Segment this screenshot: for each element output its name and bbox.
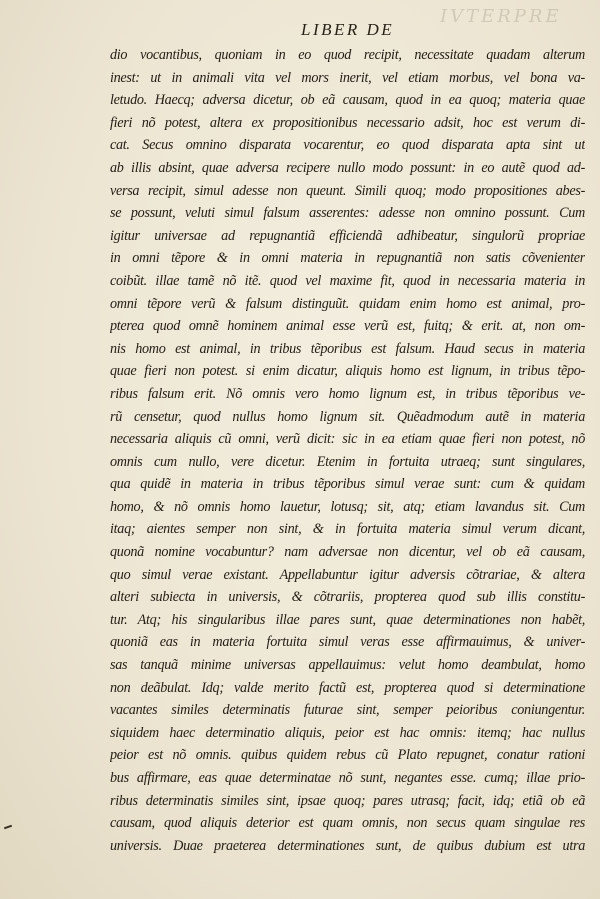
text-line: dio vocantibus, quoniam in eo quod recipit, necessitate quadam alterum (110, 47, 585, 63)
text-line: vacantes similes determinatis futurae sint, semper peioribus coniungentur. (110, 702, 585, 719)
text-line: homo, & nõ omnis homo lauetur, lotusq; sit, atq; etiam lavandus sit. Cum (110, 498, 585, 515)
text-line: versa recipit, simul adesse non queunt. Simili quoq; modo propositiones abes- (110, 182, 585, 199)
text-line: quonã nomine vocabuntur? nam adversae non dicentur, vel ob eã causam, (110, 544, 585, 561)
text-line: in omni tẽpore & in omni materia in repugnantiã non satis cõvenienter (110, 250, 585, 267)
text-line: inest: ut in animali vita vel mors inerit, vel etiam morbus, vel bona va- (110, 69, 585, 86)
body-text (110, 44, 585, 857)
text-line: letudo. Haecq; adversa dicetur, ob eã causam, quod in ea quoq; materia quae (110, 92, 585, 109)
text-line: quoniã eas in materia fortuita simul veras esse affirmauimus, & univer- (110, 634, 585, 651)
text-line: pterea quod omnẽ hominem animal esse verũ est, fuitq; & erit. at, non om- (110, 318, 585, 335)
text-line: peior est nõ omnis. quibus quidem rebus cũ Plato repugnet, conatur rationi (110, 747, 585, 764)
text-line: siquidem haec determinatio aliquis, peior est hac omnis: itemq; hac nullus (110, 724, 585, 741)
text-line: sas tanquã minime universas appellauimus: velut homo deambulat, homo (110, 657, 585, 674)
text-line: causam, quod aliquis deterior est quam omnis, non secus quam singulae res (110, 815, 585, 832)
text-line: alteri subiecta in universis, & cõtrariis, propterea quod sub illis constitu- (110, 589, 585, 606)
text-line: fieri nõ potest, altera ex propositionibus necessario adsit, hoc est verum di- (110, 114, 585, 131)
text-line: non deãbulat. Idq; valde merito factũ est, propterea quod si determinatione (110, 679, 585, 696)
text-line: omni tẽpore verũ & falsum distinguũt. quidam enim homo est animal, pro- (110, 295, 585, 312)
text-line: se possunt, veluti simul falsum asserentes: adesse non omnino possunt. Cum (110, 205, 585, 222)
text-line: itaq; aientes semper non sint, & in fortuita materia simul verum dicant, (110, 521, 585, 538)
text-line: ribus falsum erit. Nõ omnis vero homo lignum est, in tribus tẽporibus ve- (110, 385, 585, 402)
text-line: coibũt. illae tamẽ nõ itẽ. quod vel maxime fit, quod in necessaria materia in (110, 272, 585, 289)
text-line: nis homo est animal, in tribus tẽporibus est falsum. Haud secus in materia (110, 340, 585, 357)
text-line: cat. Secus omnino disparata vocarentur, eo quod disparata apta sint ut (110, 137, 585, 154)
text-line: omnis cum nullo, vere dicetur. Etenim in fortuita utraeq; sunt singulares, (110, 453, 585, 470)
running-head: LIBER DE (301, 20, 395, 39)
text-line: universis. Duae praeterea determinationes sunt, de quibus dubium est utra (110, 837, 585, 854)
text-line: quo simul verae existant. Appellabuntur igitur adversis cõtrariae, & altera (110, 566, 585, 583)
margin-mark (4, 825, 12, 830)
text-line: ab illis absint, quae adversa recipere nullo modo possunt: in eo autẽ quod ad- (110, 159, 585, 176)
bleed-through-text: IVTERPRE (440, 6, 562, 27)
text-line: bus affirmare, eas quae determinatae nõ sunt, negantes esse. cumq; illae prio- (110, 770, 585, 786)
text-line: quae fieri non potest. si enim dicatur, aliquis homo est lignum, in tribus tẽpo- (110, 363, 585, 380)
text-line: necessaria aliquis cũ omni, verũ dicit: sic in ea etiam quae fieri non potest, nõ (110, 431, 585, 448)
text-line: ribus determinatis similes sint, ipsae quoq; pares utrasq; facit, idq; etiã ob eã (110, 792, 585, 809)
text-line: igitur universae ad repugnantiã efficiendã adhibeatur, singulorũ propriae (110, 227, 585, 244)
text-line: tur. Atq; his singularibus illae pares sunt, quae determinationes non habẽt, (110, 611, 585, 628)
text-line: qua quidẽ in materia in tribus tẽporibus simul verae sunt: cum & quidam (110, 476, 585, 493)
text-line: rũ censetur, quod nullus homo lignum sit. Quẽadmodum autẽ in materia (110, 408, 585, 425)
